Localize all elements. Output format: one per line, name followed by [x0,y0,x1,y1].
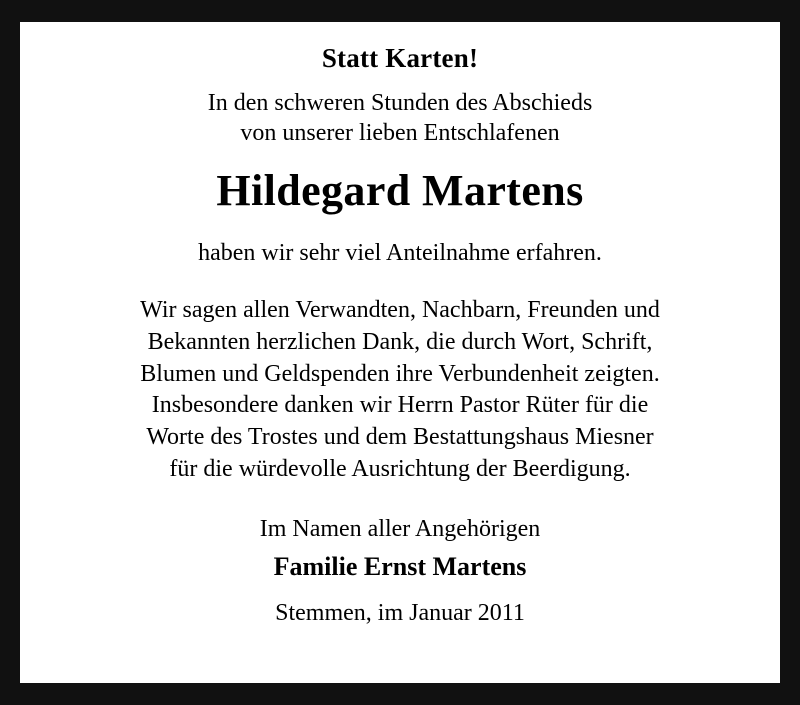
family-name: Familie Ernst Martens [273,552,527,582]
obituary-content [20,22,780,683]
place-and-date: Stemmen, im Januar 2011 [275,599,525,626]
intro-line-2: von unserer lieben Entschlafenen [240,120,560,147]
body-line-1: Wir sagen allen Verwandten, Nachbarn, Freunden und [140,296,660,323]
intro-text [48,88,752,149]
deceased-name: Hildegard Martens [216,166,584,216]
closing-text: Im Namen aller Angehörigen [259,516,541,543]
body-text [48,295,752,486]
thanks-line: haben wir sehr viel Anteilnahme erfahren. [198,239,602,266]
body-line-4: Insbesondere danken wir Herrn Pastor Rüter für die [151,392,649,419]
body-line-5: Worte des Trostes und dem Bestattungshaus Miesner [146,424,654,451]
body-line-3: Blumen und Geldspenden ihre Verbundenheit zeigten. [140,360,660,387]
intro-line-1: In den schweren Stunden des Abschieds [207,89,593,116]
headline: Statt Karten! [321,43,479,73]
body-line-6: für die würdevolle Ausrichtung der Beerdigung. [169,456,631,483]
body-line-2: Bekannten herzlichen Dank, die durch Wort, Schrift, [147,328,653,355]
